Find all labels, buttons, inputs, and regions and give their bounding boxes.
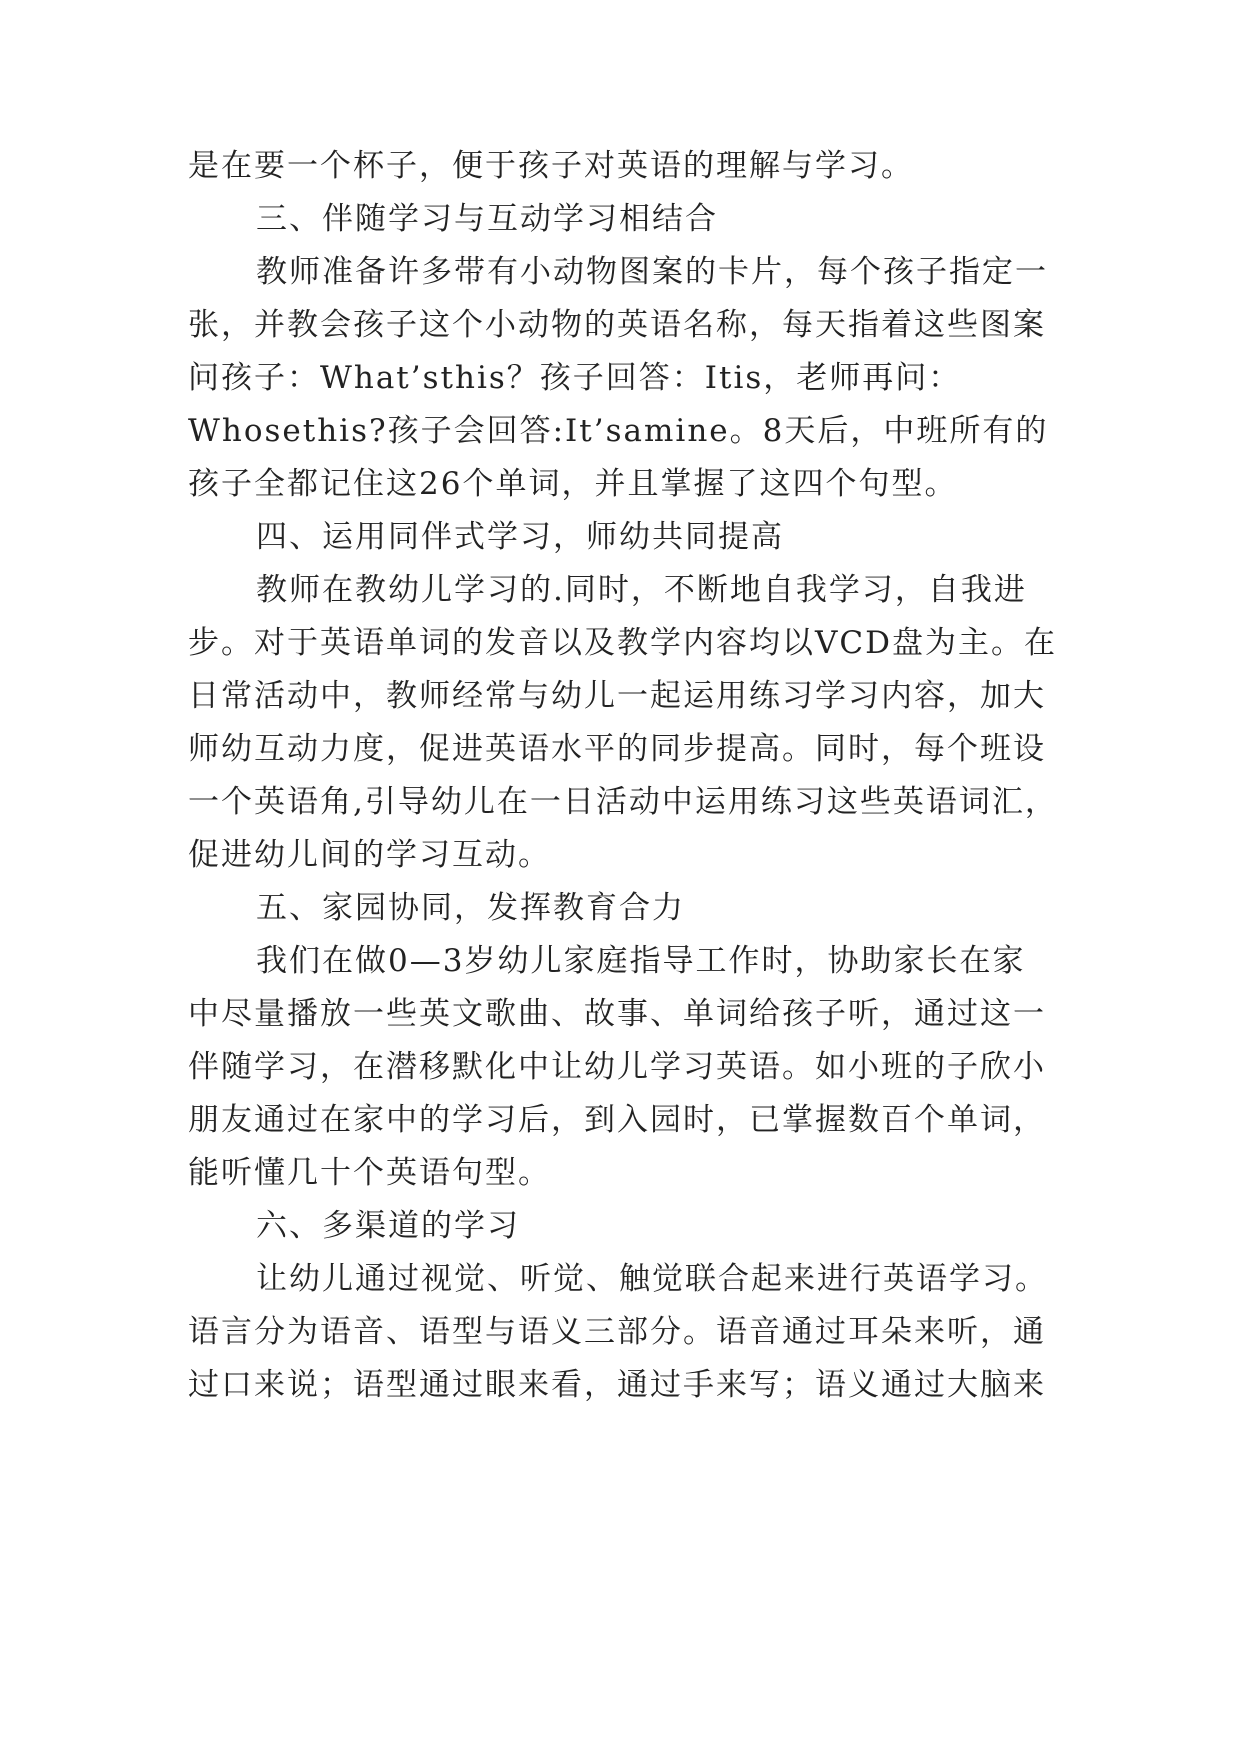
text-line: 语言分为语音、语型与语义三部分。语音通过耳朵来听，通 — [188, 1314, 1046, 1350]
section-heading: 三、伴随学习与互动学习相结合 — [256, 201, 718, 237]
text-line: 日常活动中，教师经常与幼儿一起运用练习学习内容，加大 — [188, 678, 1046, 714]
text-line: 能听懂几十个英语句型。 — [188, 1155, 551, 1191]
text-line: 教师在教幼儿学习的.同时，不断地自我学习，自我进 — [256, 572, 1027, 608]
text-line: 是在要一个杯子，便于孩子对英语的理解与学习。 — [188, 148, 914, 184]
section-heading: 四、运用同伴式学习，师幼共同提高 — [256, 519, 784, 555]
text-line: 师幼互动力度，促进英语水平的同步提高。同时，每个班设 — [188, 731, 1046, 767]
text-line: 朋友通过在家中的学习后，到入园时，已掌握数百个单词， — [188, 1102, 1046, 1138]
section-heading: 六、多渠道的学习 — [256, 1208, 520, 1244]
text-line: 问孩子：What’sthis？孩子回答：Itis，老师再问： — [188, 360, 962, 396]
text-line: 张，并教会孩子这个小动物的英语名称，每天指着这些图案 — [188, 307, 1046, 343]
text-line: 我们在做0—3岁幼儿家庭指导工作时，协助家长在家 — [256, 943, 1026, 979]
text-line: 孩子全都记住这26个单词，并且掌握了这四个句型。 — [188, 466, 958, 502]
text-line: 伴随学习，在潜移默化中让幼儿学习英语。如小班的子欣小 — [188, 1049, 1046, 1085]
text-line: 教师准备许多带有小动物图案的卡片，每个孩子指定一 — [256, 254, 1048, 290]
text-line: 让幼儿通过视觉、听觉、触觉联合起来进行英语学习。 — [256, 1261, 1048, 1297]
text-line: 中尽量播放一些英文歌曲、故事、单词给孩子听，通过这一 — [188, 996, 1046, 1032]
text-line: 步。对于英语单词的发音以及教学内容均以VCD盘为主。在 — [188, 625, 1057, 661]
section-heading: 五、家园协同，发挥教育合力 — [256, 890, 685, 926]
text-line: 促进幼儿间的学习互动。 — [188, 837, 551, 873]
text-line: 过口来说；语型通过眼来看，通过手来写；语义通过大脑来 — [188, 1367, 1046, 1403]
text-line: Whosethis?孩子会回答:It’samine。8天后，中班所有的 — [188, 413, 1049, 449]
text-line: 一个英语角,引导幼儿在一日活动中运用练习这些英语词汇， — [188, 784, 1058, 820]
